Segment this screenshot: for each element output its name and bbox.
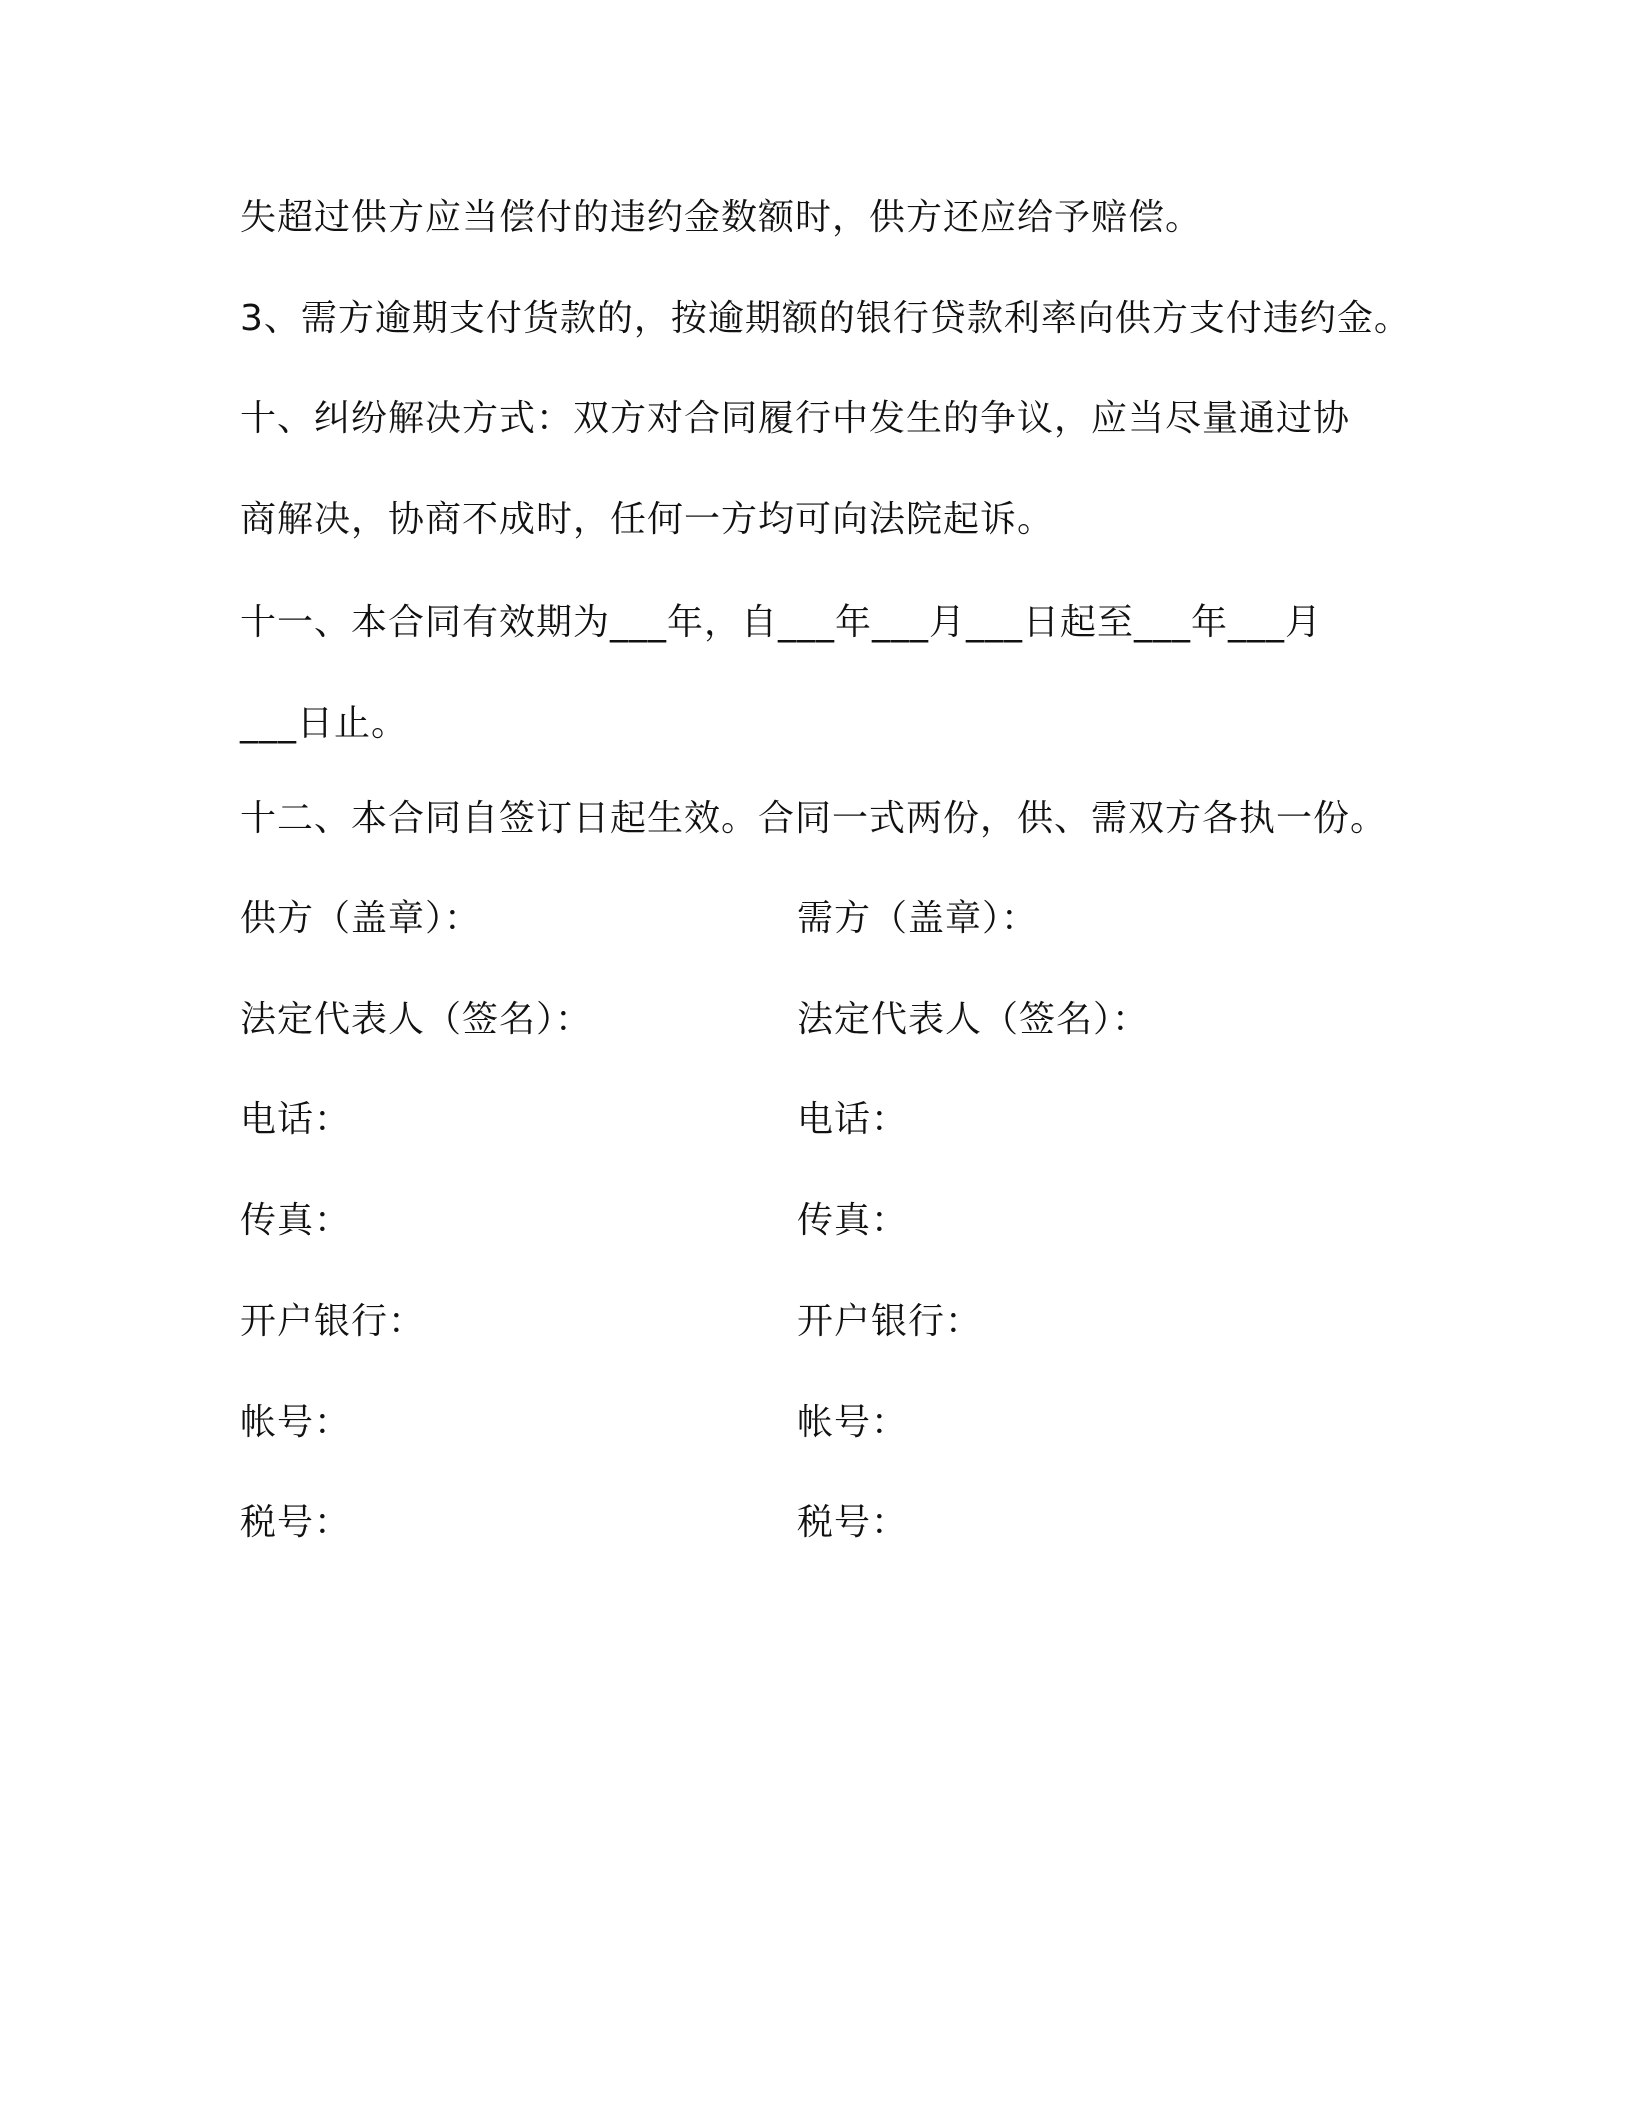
supplier-account-label: 帐号： [240,1402,352,1443]
supplier-fax-label: 传真： [240,1200,352,1241]
buyer-bank-label: 开户银行： [797,1301,983,1342]
paragraph-validity-period-cont: ___日止。 [240,703,409,744]
buyer-fax-label: 传真： [797,1200,909,1241]
paragraph-late-payment: 3、需方逾期支付货款的，按逾期额的银行贷款利率向供方支付违约金。 [240,298,1411,339]
supplier-rep-label: 法定代表人（签名）： [240,999,593,1040]
paragraph-penalty-compensation: 失超过供方应当偿付的违约金数额时，供方还应给予赔偿。 [240,197,1203,238]
paragraph-dispute-resolution: 十、纠纷解决方式：双方对合同履行中发生的争议，应当尽量通过协 [240,398,1351,439]
buyer-account-label: 帐号： [797,1402,909,1443]
buyer-rep-label: 法定代表人（签名）： [797,999,1150,1040]
buyer-seal-label: 需方（盖章）： [797,898,1039,939]
supplier-seal-label: 供方（盖章）： [240,898,482,939]
paragraph-validity-period: 十一、本合同有效期为___年，自___年___月___日起至___年___月 [240,602,1323,643]
supplier-tax-label: 税号： [240,1502,352,1543]
buyer-tax-label: 税号： [797,1502,909,1543]
supplier-bank-label: 开户银行： [240,1301,426,1342]
paragraph-effective-date: 十二、本合同自签订日起生效。合同一式两份，供、需双方各执一份。 [240,798,1388,839]
paragraph-dispute-resolution-cont: 商解决，协商不成时，任何一方均可向法院起诉。 [240,499,1055,540]
supplier-phone-label: 电话： [240,1099,352,1140]
buyer-phone-label: 电话： [797,1099,909,1140]
